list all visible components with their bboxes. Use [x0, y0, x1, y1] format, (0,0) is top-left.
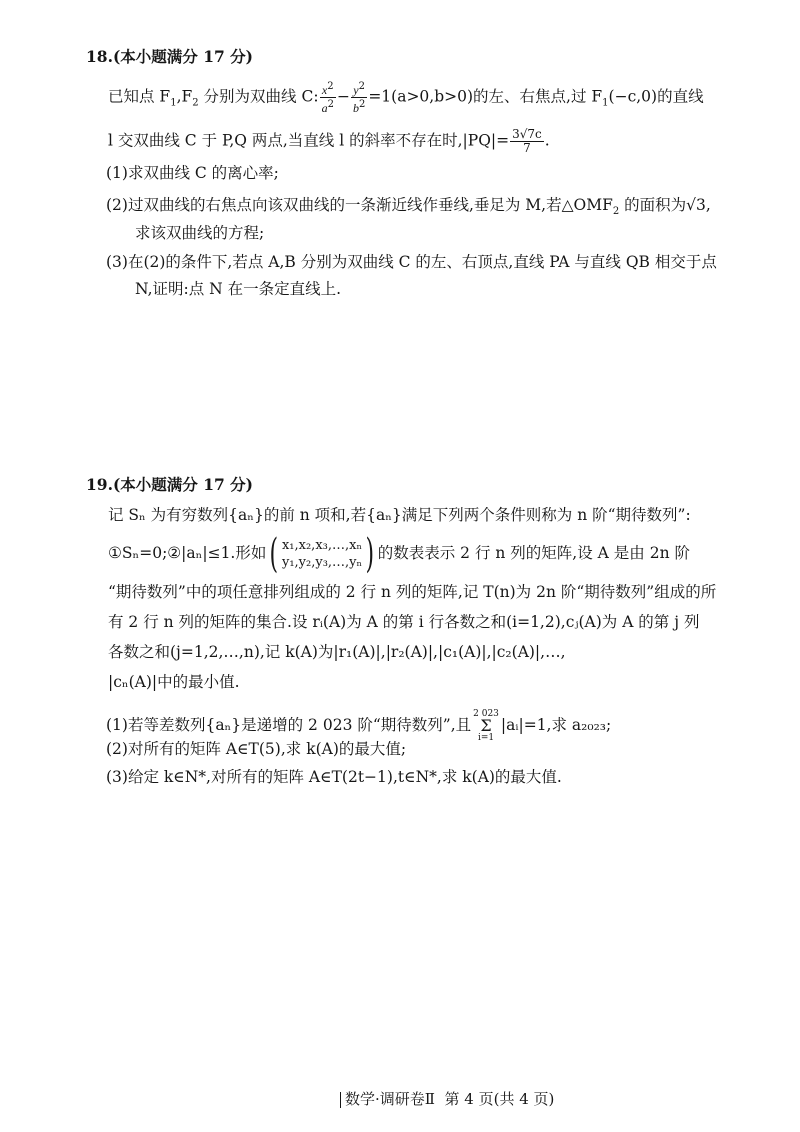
- problem-18-question-2-line1: (2)过双曲线的右焦点向该双曲线的一条渐近线作垂线,垂足为 M,若$\triangle OMF_2$ 的面积为√3,: [106, 196, 711, 218]
- line2-pre: ①Sₙ=0;②|aₙ|≤1.形如: [108, 544, 267, 562]
- matrix-row-1: x₁,x₂,x₃,…,xₙ: [281, 538, 363, 553]
- intro-text-3: 分别为双曲线 C:: [198, 87, 319, 106]
- intro-text-2: ,F: [176, 87, 193, 106]
- intro-text-5: (−c,0)的直线: [608, 87, 704, 106]
- problem-19-line3: “期待数列”中的项任意排列组成的 2 行 n 列的矩阵,记 T(n)为 2n 阶“期待数列”组成的所: [108, 583, 717, 601]
- problem-18-heading: 18.(本小题满分 17 分): [86, 47, 253, 66]
- problem-18-question-3-line2: N,证明:点 N 在一条定直线上.: [135, 280, 342, 298]
- footer-subject: 数学·调研卷Ⅱ: [345, 1090, 435, 1108]
- fraction-pq: [510, 128, 544, 155]
- line2-end: .: [544, 131, 550, 150]
- line2-post: 的数表表示 2 行 n 列的矩阵,设 A 是由 2n 阶: [377, 544, 690, 562]
- sum-lower: i=1: [477, 733, 495, 743]
- problem-19-heading: 19.(本小题满分 17 分): [86, 475, 253, 494]
- matrix: [266, 531, 377, 577]
- problem-19-line2: [108, 531, 690, 577]
- problem-19-question-2: (2)对所有的矩阵 A∈T(5),求 k(A)的最大值;: [106, 740, 407, 758]
- pq-denominator: 7: [523, 141, 531, 155]
- q1-post: |aᵢ|=1,求 a₂₀₂₃;: [500, 716, 612, 734]
- problem-19-line1: 记 Sₙ 为有穷数列{aₙ}的前 n 项和,若{aₙ}满足下列两个条件则称为 n 阶“期待数列”:: [108, 506, 691, 524]
- page-footer: [340, 1088, 554, 1109]
- problem-18-line2: [108, 128, 550, 155]
- q2-text-end: 的面积为√3,: [619, 196, 711, 214]
- right-paren-icon: ): [365, 531, 375, 577]
- q2-text: (2)过双曲线的右焦点向该双曲线的一条渐近线作垂线,垂足为 M,若△OMF: [106, 196, 613, 214]
- q1-pre: (1)若等差数列{aₙ}是递增的 2 023 阶“期待数列”,且: [106, 716, 472, 734]
- pq-numerator: 3√7c: [512, 127, 542, 141]
- problem-19-line5: 各数之和(j=1,2,…,n),记 k(A)为|r₁(A)|,|r₂(A)|,|c₁(A)|,|c₂(A)|,…,: [108, 643, 566, 661]
- problem-19-line6: |cₙ(A)|中的最小值.: [108, 673, 240, 691]
- line2-text: l 交双曲线 C 于 P,Q 两点,当直线 l 的斜率不存在时,|PQ|=: [108, 131, 510, 150]
- left-paren-icon: (: [269, 531, 279, 577]
- fraction-y2-b2: $\frac{y^2}{b^2}$: [352, 81, 366, 115]
- problem-18-question-1: (1)求双曲线 C 的离心率;: [106, 164, 279, 182]
- fraction-x2-a2: $\frac{x^2}{a^2}$: [321, 81, 334, 115]
- matrix-row-2: y₁,y₂,y₃,…,yₙ: [281, 555, 363, 570]
- summation-icon: 2 023 Σ i=1: [473, 709, 499, 743]
- problem-18-intro: 已知点 $F_1,F_2$ 分别为双曲线 C: $\frac{x^2}{a^2}$ − $\frac{y^2}{b^2}$ =1(a>0,b>0)的左、右焦点,过 $F_1(-c,0)$的直线: [108, 81, 704, 115]
- intro-text-4: =1(a>0,b>0)的左、右焦点,过 F: [368, 87, 603, 106]
- footer-page-number: 第 4 页(共 4 页): [444, 1090, 555, 1108]
- intro-text-1: 已知点 F: [108, 87, 171, 106]
- problem-18-question-3-line1: (3)在(2)的条件下,若点 A,B 分别为双曲线 C 的左、右顶点,直线 PA 与直线 QB 相交于点: [106, 253, 717, 271]
- problem-18-question-2-line2: 求该双曲线的方程;: [135, 224, 265, 242]
- footer-divider: [340, 1092, 341, 1108]
- sum-upper: 2 023: [473, 709, 499, 719]
- problem-19-question-3: (3)给定 k∈N*,对所有的矩阵 A∈T(2t−1),t∈N*,求 k(A)的最大值.: [106, 768, 562, 786]
- problem-19-line4: 有 2 行 n 列的矩阵的集合.设 rᵢ(A)为 A 的第 i 行各数之和(i=1,2),cⱼ(A)为 A 的第 j 列: [108, 613, 700, 631]
